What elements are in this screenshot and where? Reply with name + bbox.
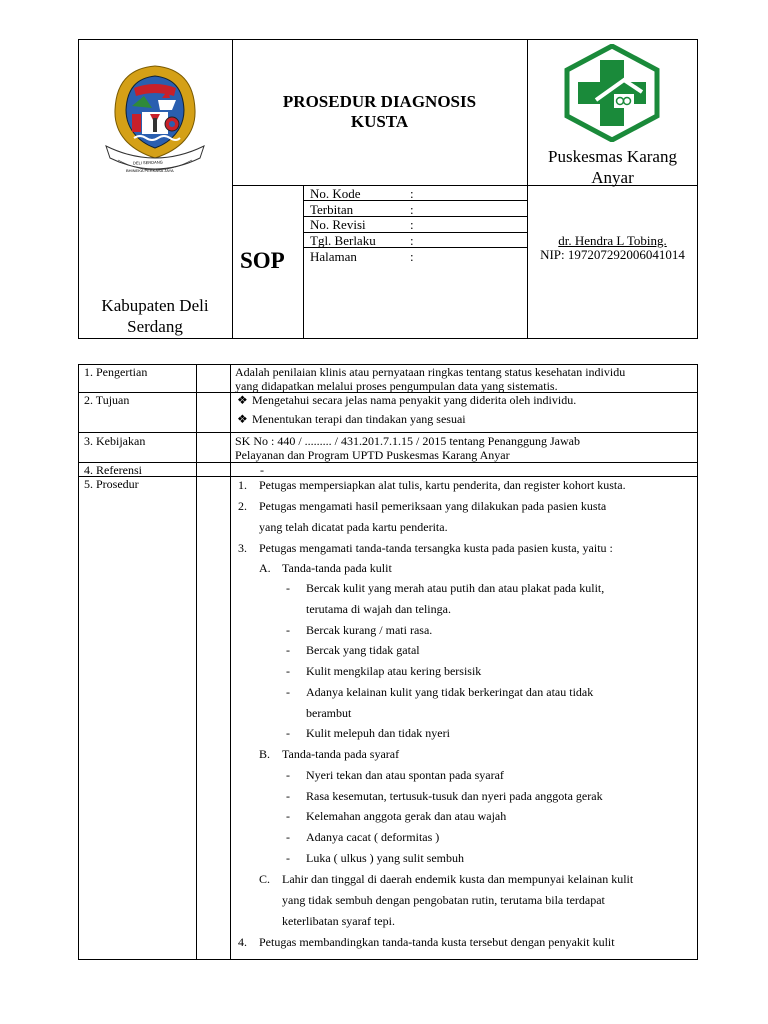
body-row-line [78,432,698,433]
dash-marker: - [286,830,290,844]
section-label-kebijakan: 3. Kebijakan [84,434,146,448]
body-divider-2 [230,364,231,960]
page-title-line2: KUSTA [350,112,409,131]
dash-marker: - [286,789,290,803]
kebijakan-line1: SK No : 440 / ......... / 431.201.7.1.15 / 2015 tentang Penanggung Jawab [235,434,580,448]
sublist-b-title: Tanda-tanda pada syaraf [282,747,400,761]
dash-marker: - [286,623,290,637]
a-item-3: Bercak yang tidak gatal [306,643,420,657]
emblem-banner-text-2: BHINEKA PERKASA JAYA [126,168,174,173]
sublist-letter: B. [259,747,271,761]
field-sep: : [410,249,414,264]
b-item-5: Luka ( ulkus ) yang sulit sembuh [306,851,464,865]
signer-nip: NIP: 197207292006041014 [540,247,685,262]
a-item-5-line2: berambut [306,706,352,720]
body-divider-1 [196,364,197,960]
field-label-terbitan: Terbitan [310,202,354,217]
c-line2: yang tidak sembuh dengan pengobatan rutin, terutama bila terdapat [282,893,605,907]
org-left-line1: Kabupaten Deli [101,296,209,315]
pengertian-text [235,365,690,393]
c-line3: keterlibatan syaraf tepi. [282,914,395,928]
pengertian-line1: Adalah penilaian klinis atau pernyataan ringkas tentang status kesehatan individu [235,365,626,379]
header-divider-sop [303,185,304,339]
org-right-line2: Anyar [591,168,634,187]
b-item-4: Adanya cacat ( deformitas ) [306,830,440,844]
header-divider-right [527,39,528,339]
section-label-pengertian: 1. Pengertian [84,365,148,379]
page-title-line1: PROSEDUR DIAGNOSIS [282,92,477,111]
body-row-line [78,476,698,477]
dash-marker: - [286,664,290,678]
field-label-no-revisi: No. Revisi [310,217,366,232]
step-2-line1: Petugas mengamati hasil pemeriksaan yang dilakukan pada pasien kusta [259,499,607,513]
dash-marker: - [286,581,290,595]
tujuan-bullet-1: Mengetahui secara jelas nama penyakit yang diderita oleh individu. [252,393,577,407]
puskesmas-logo [562,44,662,142]
bullet-icon: ❖ [237,393,248,407]
b-item-3: Kelemahan anggota gerak dan atau wajah [306,809,507,823]
section-label-prosedur: 5. Prosedur [84,477,139,491]
emblem-banner-text-1: DELI SERDANG [132,159,163,166]
step-number: 3. [238,541,247,555]
a-item-4: Kulit mengkilap atau kering bersisik [306,664,482,678]
field-sep: : [410,233,414,248]
org-right-line1: Puskesmas Karang [548,147,677,166]
header-divider-left [232,39,233,339]
dash-marker: - [286,809,290,823]
a-item-1-line1: Bercak kulit yang merah atau putih dan atau plakat pada kulit, [306,581,605,595]
dash-marker: - [286,768,290,782]
bullet-icon: ❖ [237,412,248,426]
dash-marker: - [286,685,290,699]
a-item-6: Kulit melepuh dan tidak nyeri [306,726,450,740]
step-number: 4. [238,935,247,949]
body-row-line [78,462,698,463]
kebijakan-line2: Pelayanan dan Program UPTD Puskesmas Karang Anyar [235,448,510,462]
sublist-letter: C. [259,872,271,886]
sop-label: SOP [240,248,285,273]
a-item-2: Bercak kurang / mati rasa. [306,623,433,637]
step-2-line2: yang telah dicatat pada kartu penderita. [259,520,448,534]
referensi-value: - [260,463,264,477]
field-label-no-kode: No. Kode [310,186,361,201]
c-line1: Lahir dan tinggal di daerah endemik kusta dan mempunyai kelainan kulit [282,872,634,886]
signer-name: dr. Hendra L Tobing. [558,233,667,248]
a-item-1-line2: terutama di wajah dan telinga. [306,602,451,616]
section-label-tujuan: 2. Tujuan [84,393,130,407]
field-sep: : [410,186,414,201]
kebijakan-text [235,434,690,462]
pengertian-line2: yang didapatkan melalui proses pengumpulan data yang sistematis. [235,379,558,393]
dash-marker: - [286,643,290,657]
b-item-1: Nyeri tekan dan atau spontan pada syaraf [306,768,504,782]
field-sep: : [410,217,414,232]
dash-marker: - [286,851,290,865]
field-label-halaman: Halaman [310,249,357,264]
step-1-text: Petugas mempersiapkan alat tulis, kartu penderita, dan register kohort kusta. [259,478,626,492]
step-4-text: Petugas membandingkan tanda-tanda kusta tersebut dengan penyakit kulit [259,935,615,949]
tujuan-bullet-2: Menentukan terapi dan tindakan yang sesuai [252,412,466,426]
step-number: 2. [238,499,247,513]
field-label-tgl-berlaku: Tgl. Berlaku [310,233,376,248]
dash-marker: - [286,726,290,740]
field-sep: : [410,202,414,217]
step-3-text: Petugas mengamati tanda-tanda tersangka kusta pada pasien kusta, yaitu : [259,541,613,555]
section-label-referensi: 4. Referensi [84,463,142,477]
b-item-2: Rasa kesemutan, tertusuk-tusuk dan nyeri pada anggota gerak [306,789,603,803]
org-left-line2: Serdang [127,317,183,336]
a-item-5-line1: Adanya kelainan kulit yang tidak berkeringat dan atau tidak [306,685,594,699]
sublist-letter: A. [259,561,271,575]
sublist-a-title: Tanda-tanda pada kulit [282,561,392,575]
step-number: 1. [238,478,247,492]
